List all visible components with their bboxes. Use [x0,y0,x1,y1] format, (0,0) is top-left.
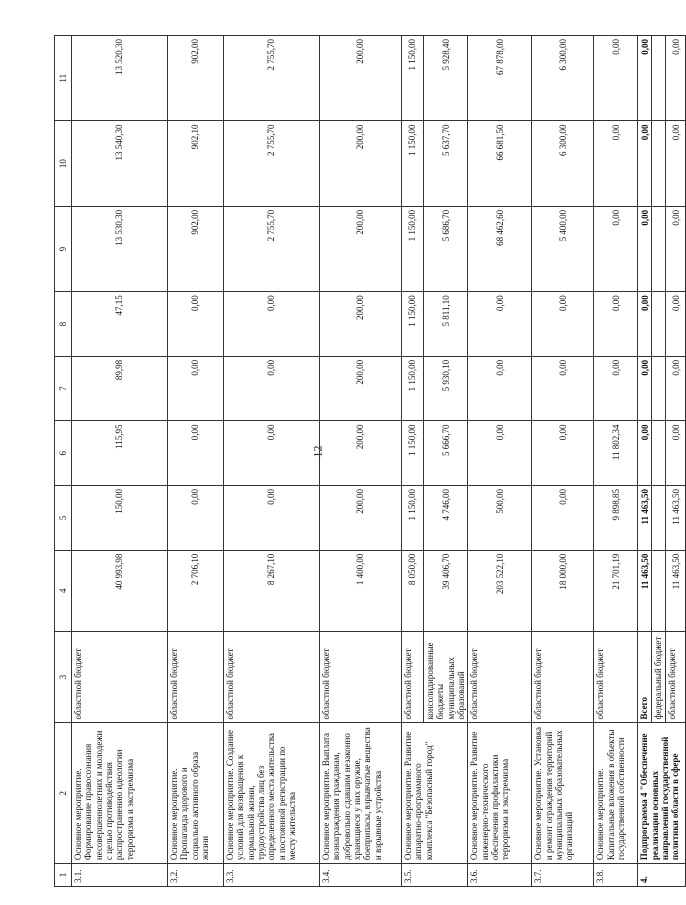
value-cell: 1 150,00 [402,421,424,486]
rotated-table-container [54,35,681,887]
value-cell: 11 463,50 [666,550,686,631]
activity-description-cell: Основное мероприятие. Пропаганда здорового и социально активного образа жизни [168,723,224,864]
funding-source-cell: областной бюджет [320,631,402,723]
activity-description-cell: Основное мероприятие. Развитие аппаратно-программного комплекса "Безопасный город" [402,723,468,864]
value-cell: 21 701,19 [594,550,638,631]
page-number: 12 [310,445,325,458]
funding-source-cell: областной бюджет [402,631,424,723]
funding-source-cell: федеральный бюджет [652,631,666,723]
value-cell: 0,00 [168,421,224,486]
value-cell [652,356,666,421]
funding-source-cell: областной бюджет [468,631,532,723]
value-cell: 0,00 [638,356,652,421]
value-cell: 200,00 [320,292,402,357]
header-cell: 8 [55,292,72,357]
value-cell: 902,00 [168,36,224,121]
value-cell: 0,00 [468,356,532,421]
value-cell: 902,10 [168,121,224,206]
header-cell: 3 [55,631,72,723]
value-cell: 0,00 [638,292,652,357]
value-cell: 0,00 [532,356,594,421]
value-cell: 0,00 [666,421,686,486]
funding-source-cell: Всего [638,631,652,723]
value-cell: 4 746,00 [424,486,468,551]
value-cell: 8 050,00 [402,550,424,631]
value-cell: 0,00 [532,292,594,357]
table-row [532,36,594,887]
value-cell: 1 150,00 [402,356,424,421]
row-number-cell: 3.2. [168,864,224,887]
table-row [468,36,532,887]
value-cell: 200,00 [320,486,402,551]
value-cell: 5 928,40 [424,36,468,121]
value-cell: 0,00 [666,36,686,121]
value-cell: 47,15 [72,292,168,357]
activity-description-cell: Основное мероприятие. Установка и ремонт ограждения территорий муниципальных образовательных организаций [532,723,594,864]
funding-source-cell: консолидированные бюджеты муниципальных образований [424,631,468,723]
value-cell: 11 463,50 [666,486,686,551]
header-cell: 2 [55,723,72,864]
value-cell: 0,00 [532,486,594,551]
value-cell: 0,00 [224,421,320,486]
funding-source-cell: областной бюджет [72,631,168,723]
table-row [224,36,320,887]
value-cell: 13 540,30 [72,121,168,206]
value-cell: 200,00 [320,206,402,291]
value-cell: 66 681,50 [468,121,532,206]
value-cell: 6 300,00 [532,121,594,206]
header-cell: 1 [55,864,72,887]
value-cell: 5 666,70 [424,421,468,486]
value-cell: 8 267,10 [224,550,320,631]
value-cell: 1 150,00 [402,121,424,206]
value-cell: 0,00 [224,292,320,357]
value-cell: 150,00 [72,486,168,551]
funding-source-cell: областной бюджет [224,631,320,723]
value-cell: 0,00 [468,292,532,357]
funding-source-cell: областной бюджет [532,631,594,723]
value-cell: 5 686,70 [424,206,468,291]
value-cell: 9 898,85 [594,486,638,551]
value-cell: 0,00 [638,421,652,486]
value-cell: 2 706,10 [168,550,224,631]
value-cell [652,550,666,631]
value-cell: 6 300,00 [532,36,594,121]
value-cell: 1 150,00 [402,486,424,551]
table-row [594,36,638,887]
activity-description-cell: Основное мероприятие. Формирование правосознания несовершеннолетних и молодежи с целью противодействия распространению идеологии терроризма и экстремизма [72,723,168,864]
value-cell: 0,00 [224,356,320,421]
value-cell [652,206,666,291]
value-cell: 0,00 [532,421,594,486]
table-row [638,36,652,887]
value-cell: 0,00 [666,356,686,421]
row-number-cell: 3.1. [72,864,168,887]
header-cell: 9 [55,206,72,291]
value-cell: 2 755,70 [224,206,320,291]
value-cell: 5 930,10 [424,356,468,421]
activity-description-cell: Основное мероприятие. Развитие инженерно-технического обеспечения профилактики терроризма и экстремизма [468,723,532,864]
activity-description-cell: Основное мероприятие. Капитальные вложения в объекты государственной собственности [594,723,638,864]
header-cell: 11 [55,36,72,121]
header-cell: 7 [55,356,72,421]
value-cell [652,421,666,486]
value-cell: 5 400,00 [532,206,594,291]
value-cell: 0,00 [638,206,652,291]
value-cell: 500,00 [468,486,532,551]
activity-description-cell: Основное мероприятие. Выплата вознаграждения гражданам, добровольно сдавшим незаконно хранящиеся у них оружие, боеприпасы, взрывчатые вещества и взрывные устройства [320,723,402,864]
value-cell: 902,00 [168,206,224,291]
value-cell: 1 400,00 [320,550,402,631]
table-row [320,36,402,887]
value-cell: 0,00 [594,36,638,121]
value-cell: 0,00 [666,292,686,357]
header-cell: 6 [55,421,72,486]
value-cell: 39 406,70 [424,550,468,631]
table-row [402,36,424,887]
value-cell [652,36,666,121]
value-cell: 67 878,00 [468,36,532,121]
row-number-cell: 3.3. [224,864,320,887]
value-cell: 0,00 [594,121,638,206]
column-number-row [55,36,72,887]
value-cell: 2 755,70 [224,121,320,206]
value-cell: 1 150,00 [402,292,424,357]
header-cell: 4 [55,550,72,631]
row-number-cell: 3.4. [320,864,402,887]
funding-source-cell: областной бюджет [594,631,638,723]
value-cell: 0,00 [224,486,320,551]
value-cell: 5 637,70 [424,121,468,206]
value-cell: 11 463,50 [638,486,652,551]
value-cell [652,292,666,357]
value-cell: 200,00 [320,421,402,486]
value-cell: 1 150,00 [402,206,424,291]
header-cell: 5 [55,486,72,551]
value-cell [652,486,666,551]
header-cell: 10 [55,121,72,206]
value-cell: 68 462,60 [468,206,532,291]
value-cell: 0,00 [638,121,652,206]
value-cell: 89,98 [72,356,168,421]
value-cell: 115,95 [72,421,168,486]
row-number-cell: 3.5. [402,864,468,887]
value-cell: 11 463,50 [638,550,652,631]
value-cell: 0,00 [168,292,224,357]
value-cell: 2 755,70 [224,36,320,121]
value-cell: 0,00 [666,121,686,206]
value-cell: 5 811,10 [424,292,468,357]
budget-table [54,35,686,887]
value-cell: 1 150,00 [402,36,424,121]
activity-description-cell: Основное мероприятие. Создание условий для возвращения к нормальной жизни, трудоустройства лиц без определенного места жительства и постоянной регистрации по месту жительства [224,723,320,864]
funding-source-cell: областной бюджет [666,631,686,723]
value-cell [652,121,666,206]
activity-description-cell: Подпрограмма 4 "Обеспечение реализации основных направлений государственной политики области в сфере [638,723,686,864]
value-cell: 0,00 [594,356,638,421]
value-cell: 0,00 [638,36,652,121]
value-cell: 40 993,98 [72,550,168,631]
value-cell: 203 522,10 [468,550,532,631]
value-cell: 13 520,30 [72,36,168,121]
value-cell: 13 530,30 [72,206,168,291]
value-cell: 200,00 [320,356,402,421]
value-cell: 0,00 [594,292,638,357]
table-row [168,36,224,887]
value-cell: 0,00 [168,356,224,421]
value-cell: 200,00 [320,36,402,121]
value-cell: 0,00 [666,206,686,291]
row-number-cell: 3.7. [532,864,594,887]
value-cell: 0,00 [468,421,532,486]
table-row [72,36,168,887]
value-cell: 0,00 [168,486,224,551]
row-number-cell: 4. [638,864,686,887]
row-number-cell: 3.6. [468,864,532,887]
value-cell: 18 000,00 [532,550,594,631]
value-cell: 200,00 [320,121,402,206]
value-cell: 11 802,34 [594,421,638,486]
funding-source-cell: областной бюджет [168,631,224,723]
row-number-cell: 3.8. [594,864,638,887]
value-cell: 0,00 [594,206,638,291]
